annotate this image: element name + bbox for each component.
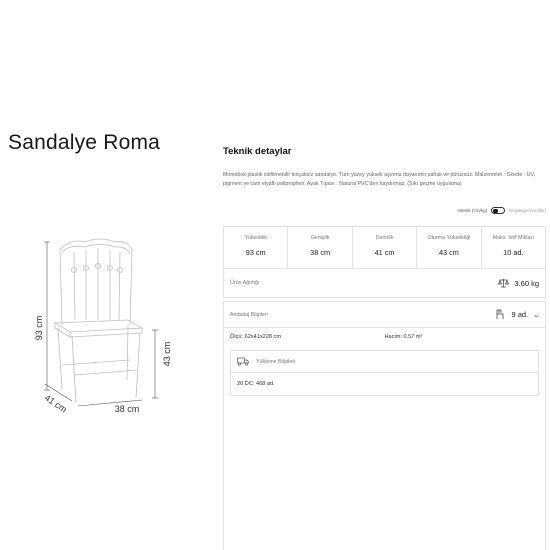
chevron-down-icon[interactable]: ⌄ [533,311,539,319]
chair-line-drawing [0,230,200,420]
width-dimension-label: 38 cm [114,404,140,414]
technical-details-panel [223,146,546,387]
dim-value: 43 cm [438,248,459,257]
loading-label: Yükleme Bilgileri [256,358,296,365]
dim-cell-seat-height [417,227,481,268]
dim-label: Derinlik [375,235,394,241]
loading-header [231,351,538,373]
packaging-details-row [224,328,545,346]
truck-icon [237,357,249,366]
packaging-info-box [223,301,546,550]
unit-toggle-switch[interactable] [491,207,505,214]
dim-value: 93 cm [245,248,266,257]
dim-value: 10 ad. [503,248,524,257]
product-title: Sandalye Roma [8,131,161,154]
seat-height-dimension-label: 43 cm [162,341,172,367]
packaging-header[interactable] [224,302,545,328]
packaging-count-group [495,309,539,320]
depth-dimension-label: 41 cm [42,392,69,415]
product-weight-row [224,269,545,297]
product-description: Monoblok plastik istiflenebilir kolçaksız sandalye. Tüm yüzey yüksek aşınma dayanımlı parlak ve pürüzsüz. Malzemeler : Gövde : UV, pigment ve cam elyaflı polipropilen, Ayak Tıpası : Natural PVC'den kaydırmaz, (Sıkı geçme uygulama) [223,172,536,187]
toggle-knob [493,209,498,214]
unit-toggle-row [223,207,546,214]
dim-label: Maks. İstif Miktarı [492,235,534,241]
weight-value: 3.60 kg [514,278,539,288]
dim-cell-max-stack [482,227,545,268]
technical-details-title: Teknik detaylar [223,146,292,157]
package-size: Ölçü: 62x41x228 cm [230,334,281,340]
imperial-unit-label: Emperyal (inc/lbs) [509,208,546,213]
dim-value: 41 cm [374,248,395,257]
stacked-chair-icon [495,309,506,320]
weight-label: Ürün Ağırlığı [230,280,260,286]
dimensions-row [224,227,545,269]
loading-info-box [230,350,539,396]
height-dimension-label: 93 cm [34,315,44,341]
loading-value: 20 DC: 468 ad. [237,381,275,387]
dim-label: Oturma Yüksekliği [427,235,471,241]
packaging-count: 9 ad. [511,310,529,319]
metric-unit-label: Metrik (cm/kg) [458,208,488,213]
dim-cell-depth [353,227,417,268]
packaging-label: Ambalaj Bilgileri [230,311,268,318]
dimension-spec-table [223,226,546,298]
dim-cell-height [224,227,288,268]
scale-icon [498,278,509,288]
package-volume: Hacim: 0.57 m³ [384,334,423,340]
dim-value: 38 cm [310,248,331,257]
dim-label: Yükseklik [244,235,267,241]
dim-cell-width [288,227,352,268]
weight-value-group [498,278,539,288]
dim-label: Genişlik [310,235,330,241]
chair-dimension-drawing [0,230,200,420]
